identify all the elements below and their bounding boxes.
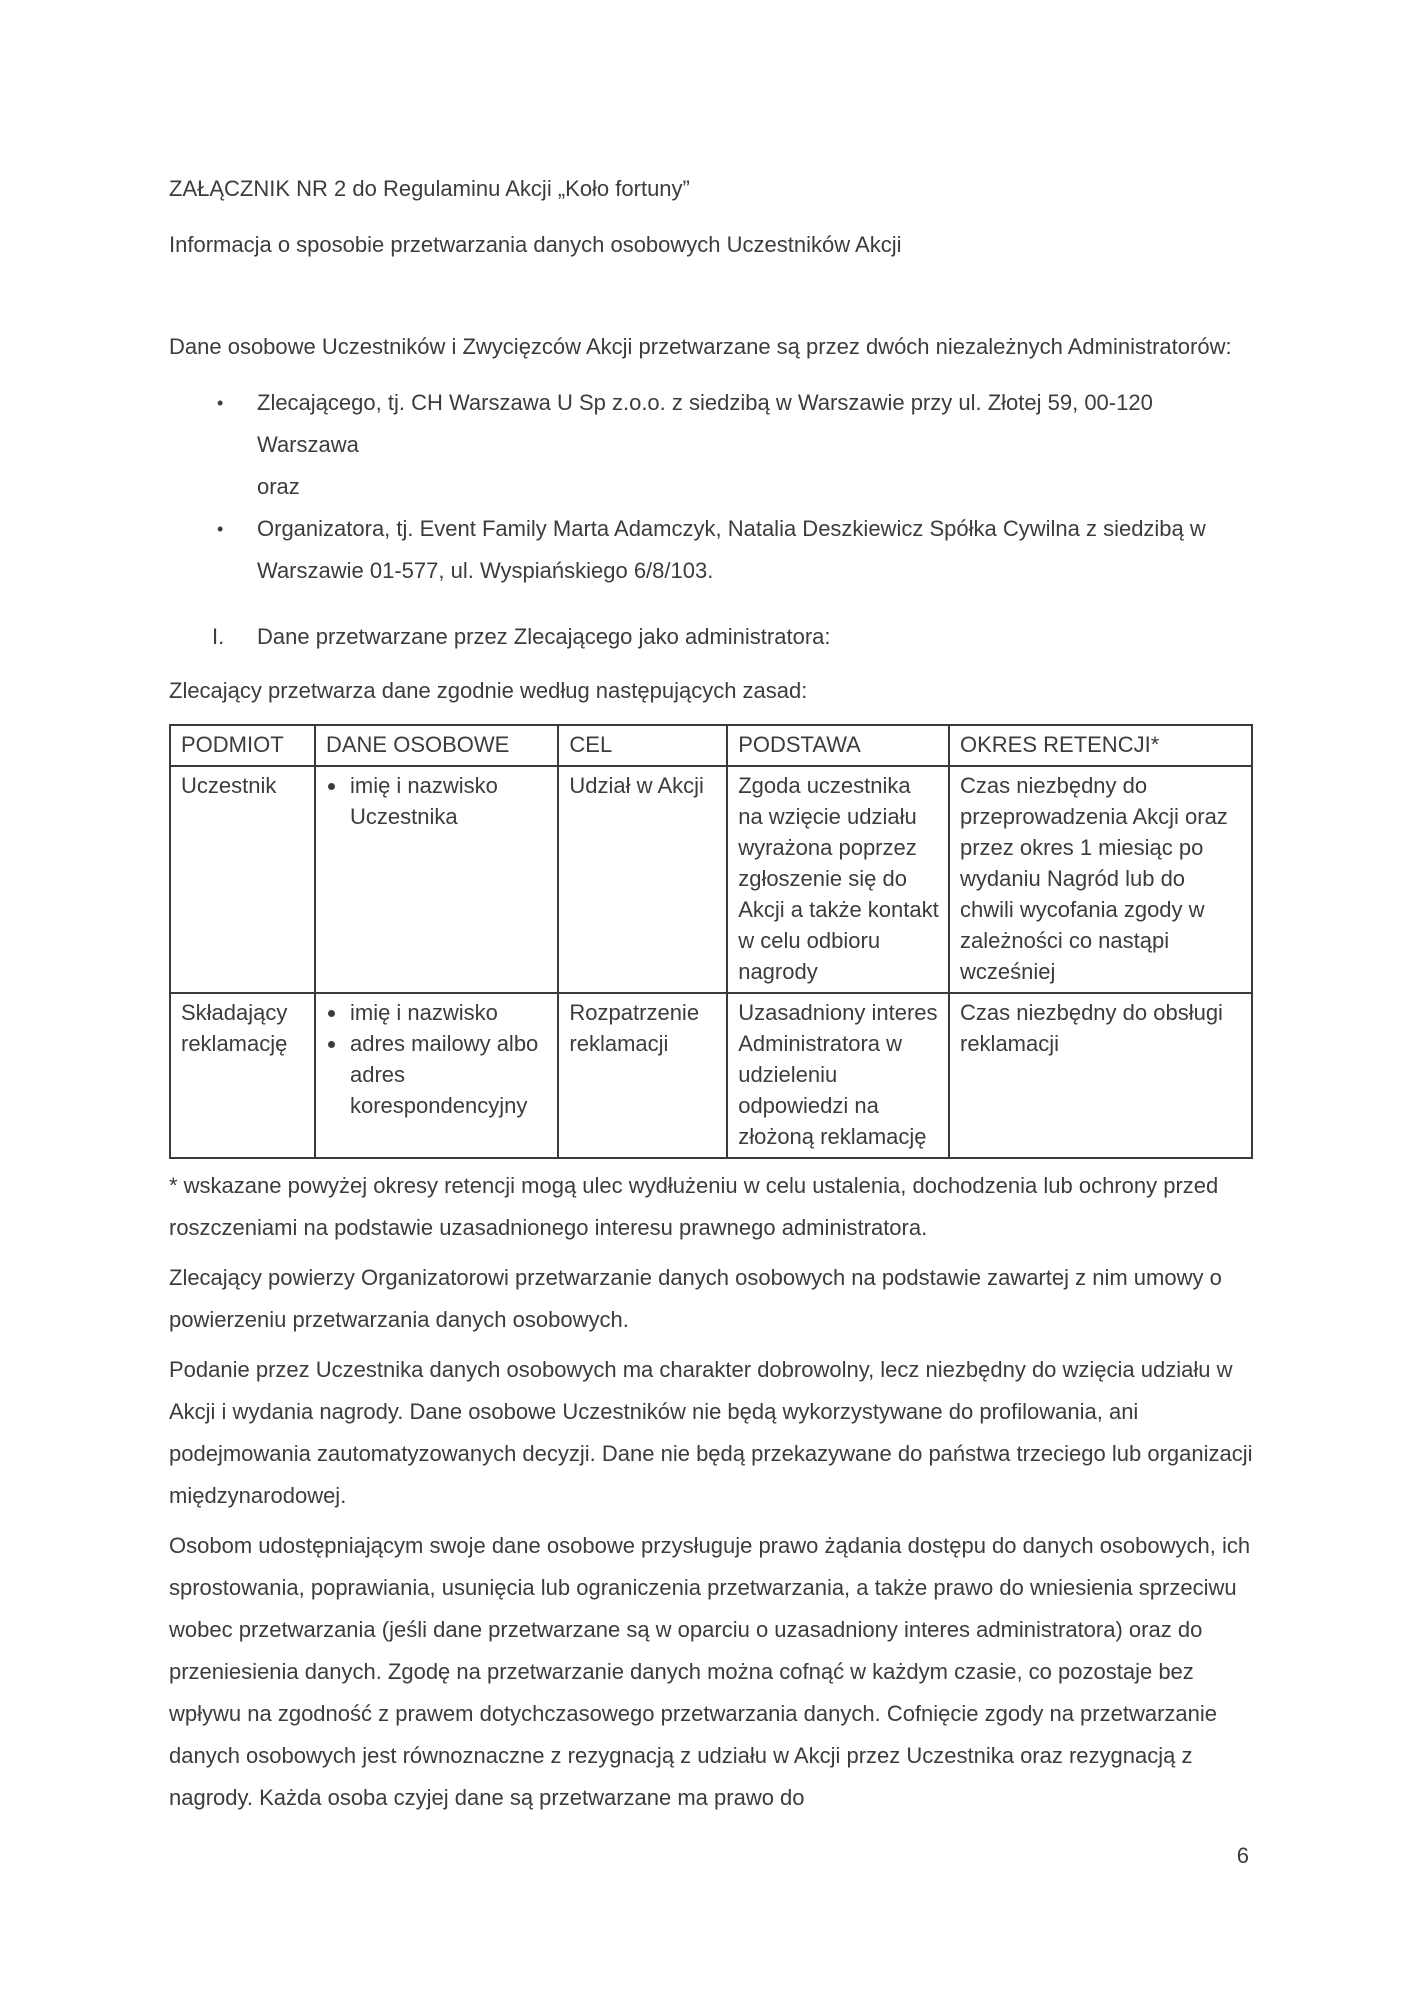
table-header-row: [170, 725, 1252, 766]
column-header-okres-retencji: OKRES RETENCJI*: [949, 725, 1252, 766]
administrators-list: [169, 382, 1253, 592]
column-header-podmiot: PODMIOT: [170, 725, 315, 766]
section-heading-numeral: I.: [212, 624, 225, 649]
cell-bullet-item: • adres mailowy albo adres korespondencyjny: [348, 1028, 549, 1121]
column-header-cel: CEL: [558, 725, 727, 766]
column-header-podstawa: PODSTAWA: [727, 725, 949, 766]
list-item-zlecajacy: [217, 382, 1253, 508]
cell-bullet-list: [326, 997, 549, 1121]
cell-podstawa: Zgoda uczestnika na wzięcie udziału wyrażona poprzez zgłoszenie się do Akcji a także kontakt w celu odbioru nagrody: [727, 766, 949, 993]
table-row-uczestnik: [170, 766, 1252, 993]
cell-okres-retencji: Czas niezbędny do przeprowadzenia Akcji oraz przez okres 1 miesiąc po wydaniu Nagród lub do chwili wycofania zgody w zależności co nastąpi wcześniej: [949, 766, 1252, 993]
list-item-text: Zlecającego, tj. CH Warszawa U Sp z.o.o. z siedzibą w Warszawie przy ul. Złotej 59, 00-120 Warszawa: [257, 390, 1153, 457]
cell-bullet-list: [326, 770, 549, 832]
section-heading: [169, 616, 1253, 658]
data-processing-table: [169, 724, 1253, 1159]
cell-dane-osobowe: [315, 993, 558, 1158]
column-header-dane-osobowe: DANE OSOBOWE: [315, 725, 558, 766]
list-item-suffix: oraz: [257, 474, 300, 499]
processing-intro: Zlecający przetwarza dane zgodnie według następujących zasad:: [169, 678, 808, 703]
cell-podmiot: Składający reklamację: [170, 993, 315, 1158]
cell-podstawa: Uzasadniony interes Administratora w udzieleniu odpowiedzi na złożoną reklamację: [727, 993, 949, 1158]
list-item-text: Organizatora, tj. Event Family Marta Adamczyk, Natalia Deszkiewicz Spółka Cywilna z siedzibą w Warszawie 01-577, ul. Wyspiańskiego 6/8/103.: [257, 516, 1206, 583]
cell-dane-osobowe: [315, 766, 558, 993]
list-item-organizator: [217, 508, 1253, 592]
cell-okres-retencji: Czas niezbędny do obsługi reklamacji: [949, 993, 1252, 1158]
document-title: ZAŁĄCZNIK NR 2 do Regulaminu Akcji „Koło fortuny”: [169, 176, 690, 201]
cell-bullet-item: • imię i nazwisko Uczestnika: [348, 770, 549, 832]
table-row-skladajacy-reklamacje: [170, 993, 1252, 1158]
paragraph-dobrowolnosc: Podanie przez Uczestnika danych osobowych ma charakter dobrowolny, lecz niezbędny do wzięcia udziału w Akcji i wydania nagrody. Dane osobowe Uczestników nie będą wykorzystywane do profilowania, ani podejmowania zautomatyzowanych decyzji. Dane nie będą przekazywane do państwa trzeciego lub organizacji międzynarodowej.: [169, 1357, 1253, 1508]
cell-podmiot: Uczestnik: [170, 766, 315, 993]
cell-cel: Rozpatrzenie reklamacji: [558, 993, 727, 1158]
bullet-icon: •: [217, 393, 224, 413]
cell-bullet-item: • imię i nazwisko: [348, 997, 549, 1028]
paragraph-prawa-osob: Osobom udostępniającym swoje dane osobowe przysługuje prawo żądania dostępu do danych osobowych, ich sprostowania, poprawiania, usunięcia lub ograniczenia przetwarzania, a także prawo do wniesienia sprzeciwu wobec przetwarzania (jeśli dane przetwarzane są w oparciu o uzasadniony interes administratora) oraz do przeniesienia danych. Zgodę na przetwarzanie danych można cofnąć w każdym czasie, co pozostaje bez wpływu na zgodność z prawem dotychczasowego przetwarzania danych. Cofnięcie zgody na przetwarzanie danych osobowych jest równoznaczne z rezygnacją z udziału w Akcji przez Uczestnika oraz rezygnacją z nagrody. Każda osoba czyjej dane są przetwarzane ma prawo do: [169, 1533, 1251, 1810]
document-subtitle: Informacja o sposobie przetwarzania danych osobowych Uczestników Akcji: [169, 232, 902, 257]
section-heading-text: Dane przetwarzane przez Zlecającego jako administratora:: [257, 624, 831, 649]
intro-paragraph: Dane osobowe Uczestników i Zwycięzców Akcji przetwarzane są przez dwóch niezależnych Administratorów:: [169, 334, 1232, 359]
cell-cel: Udział w Akcji: [558, 766, 727, 993]
bullet-icon: •: [217, 519, 224, 539]
paragraph-powierzenie: Zlecający powierzy Organizatorowi przetwarzanie danych osobowych na podstawie zawartej z nim umowy o powierzeniu przetwarzania danych osobowych.: [169, 1265, 1222, 1332]
page-number: 6: [1236, 1843, 1249, 1868]
retention-footnote: * wskazane powyżej okresy retencji mogą ulec wydłużeniu w celu ustalenia, dochodzenia lub ochrony przed roszczeniami na podstawie uzasadnionego interesu prawnego administratora.: [169, 1173, 1219, 1240]
